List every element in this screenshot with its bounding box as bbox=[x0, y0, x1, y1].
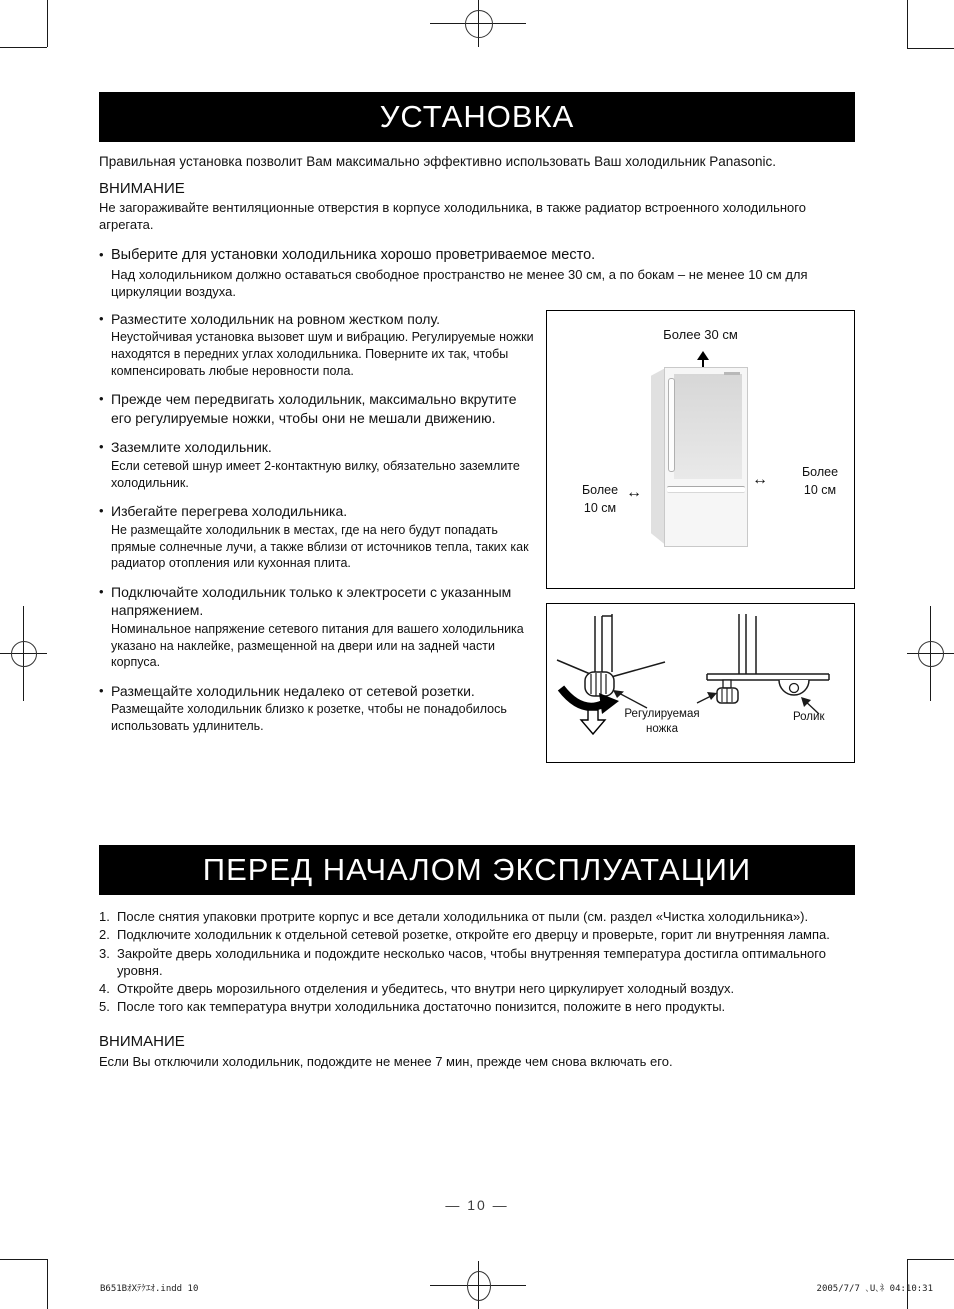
roller-label: Ролик bbox=[793, 710, 825, 723]
step-text: Подключите холодильник к отдельной сетевой розетке, откройте его дверцу и проверьте, горит ли внутренняя лампа. bbox=[117, 927, 830, 943]
bullet-head: Подключайте холодильник только к электросети с указанным напряжением. bbox=[111, 583, 512, 619]
bullet-body: Номинальное напряжение сетевого питания для вашего холодильника указано на наклейке, размещенной на двери или на задней части корпуса. bbox=[111, 621, 524, 670]
before-operation-section bbox=[99, 845, 855, 1070]
bullet-marker: • bbox=[99, 310, 104, 326]
freezer-drawer-handle bbox=[667, 486, 745, 493]
bullet-body: Размещайте холодильник близко к розетке, чтобы не понадобилось использовать удлинитель. bbox=[111, 702, 507, 734]
bullet-item bbox=[99, 246, 855, 301]
section-title: ПЕРЕД НАЧАЛОМ ЭКСПЛУАТАЦИИ bbox=[202, 852, 752, 887]
step-item bbox=[99, 926, 855, 943]
bullet-marker: • bbox=[99, 682, 104, 698]
step-number: 4. bbox=[99, 981, 110, 997]
step-text: После того как температура внутри холодильника достаточно понизится, положите в него продукты. bbox=[117, 999, 726, 1015]
step-number: 1. bbox=[99, 909, 110, 924]
adjustable-foot-label bbox=[603, 707, 721, 737]
bullet-head: Прежде чем передвигать холодильник, максимально вкрутите его регулируемые ножки, чтобы они не мешали движению. bbox=[111, 391, 517, 426]
footer-filename: B651BｵXﾃｹｴｵ.indd 10 bbox=[100, 1284, 199, 1294]
steps-list bbox=[99, 908, 855, 1016]
label-line: Регулируемая bbox=[624, 707, 700, 720]
bullet-marker: • bbox=[99, 583, 104, 599]
label-line: Более bbox=[801, 464, 839, 479]
intro-paragraph: Правильная установка позволит Вам максимально эффективно использовать Ваш холодильник Panasonic. bbox=[99, 154, 777, 169]
bullet-head: Разместите холодильник на ровном жестком полу. bbox=[111, 310, 440, 327]
installation-section bbox=[99, 92, 855, 763]
clearance-right-label bbox=[783, 463, 857, 499]
bullet-body: Если сетевой шнур имеет 2-контактную вилку, обязательно заземлите холодильник. bbox=[111, 459, 520, 490]
bullet-body: Над холодильником должно оставаться свободное пространство не менее 30 см, а по бокам – не менее 10 см для циркуляции воздуха. bbox=[111, 267, 808, 300]
section-header-before-operation bbox=[99, 845, 855, 895]
fridge-door-panel bbox=[674, 374, 742, 479]
bullet-head: Размещайте холодильник недалеко от сетевой розетки. bbox=[111, 682, 475, 699]
clearance-top-label: Более 30 см bbox=[663, 326, 738, 342]
step-item bbox=[99, 945, 855, 980]
bullet-marker: • bbox=[99, 503, 104, 519]
bullet-body: Неустойчивая установка вызовет шум и вибрацию. Регулируемые ножки находятся в передних углах холодильника. Поверните их так, чтобы компенсировать любые неровности пола. bbox=[111, 330, 534, 378]
fridge-door-handle bbox=[668, 378, 675, 472]
step-number: 3. bbox=[99, 945, 110, 961]
attention-heading: ВНИМАНИЕ bbox=[99, 1032, 185, 1050]
bullet-body: Не размещайте холодильник в местах, где на него будут попадать прямые солнечные лучи, а также вблизи от источников тепла, таких как радиатор отопления или кухонная плита. bbox=[111, 522, 529, 571]
double-arrow-icon: ↔ bbox=[626, 483, 642, 501]
bullet-marker: • bbox=[99, 439, 104, 455]
label-line: ножка bbox=[646, 722, 678, 735]
bullet-item bbox=[99, 310, 539, 379]
bullet-head: Заземлите холодильник. bbox=[111, 439, 272, 456]
step-text: Откройте дверь морозильного отделения и убедитесь, что внутри него циркулирует холодный воздух. bbox=[117, 981, 735, 997]
feet-roller-figure bbox=[546, 603, 855, 763]
bullet-marker: • bbox=[99, 246, 104, 262]
bullet-item bbox=[99, 583, 539, 671]
label-line: 10 см bbox=[803, 482, 837, 497]
double-arrow-icon: ↔ bbox=[752, 470, 768, 488]
label-line: 10 см bbox=[583, 500, 617, 515]
bullet-head: Выберите для установки холодильника хорошо проветриваемое место. bbox=[111, 246, 596, 263]
step-item bbox=[99, 980, 855, 997]
refrigerator-image bbox=[651, 367, 748, 547]
fridge-side-panel bbox=[651, 369, 664, 544]
label-line: Более bbox=[581, 482, 619, 497]
attention-body: Не загораживайте вентиляционные отверстия в корпусе холодильника, в также радиатор встроенного холодильного агрегата. bbox=[99, 199, 806, 232]
footer-timestamp: 2005/7/7 ､U､ﾈ 04:10:31 bbox=[816, 1284, 933, 1294]
step-number: 2. bbox=[99, 927, 110, 943]
bullet-marker: • bbox=[99, 391, 104, 407]
bullet-item bbox=[99, 390, 539, 427]
installation-text-column bbox=[99, 310, 546, 763]
down-arrow-icon bbox=[581, 710, 605, 734]
step-text: Закройте дверь холодильника и подождите несколько часов, чтобы внутренняя температура достигла оптимального уровня. bbox=[117, 945, 826, 978]
step-number: 5. bbox=[99, 999, 110, 1015]
bullet-item bbox=[99, 682, 539, 735]
page-number: — 10 — bbox=[445, 1197, 509, 1213]
section-header-installation bbox=[99, 92, 855, 142]
clearance-figure bbox=[546, 310, 855, 589]
installation-figure-column bbox=[546, 310, 855, 763]
fridge-front bbox=[664, 367, 748, 547]
section-title: УСТАНОВКА bbox=[379, 99, 575, 134]
step-item bbox=[99, 998, 855, 1015]
panasonic-logo-mark bbox=[724, 372, 740, 375]
bullet-item bbox=[99, 438, 539, 491]
bullet-item bbox=[99, 502, 539, 571]
step-text: После снятия упаковки протрите корпус и все детали холодильника от пыли (см. раздел «Чистка холодильника»). bbox=[117, 909, 809, 924]
step-item bbox=[99, 908, 855, 925]
attention-body: Если Вы отключили холодильник, подождите не менее 7 мин, прежде чем снова включать его. bbox=[99, 1053, 673, 1069]
attention-heading: ВНИМАНИЕ bbox=[99, 179, 185, 197]
bullet-head: Избегайте перегрева холодильника. bbox=[111, 503, 348, 520]
